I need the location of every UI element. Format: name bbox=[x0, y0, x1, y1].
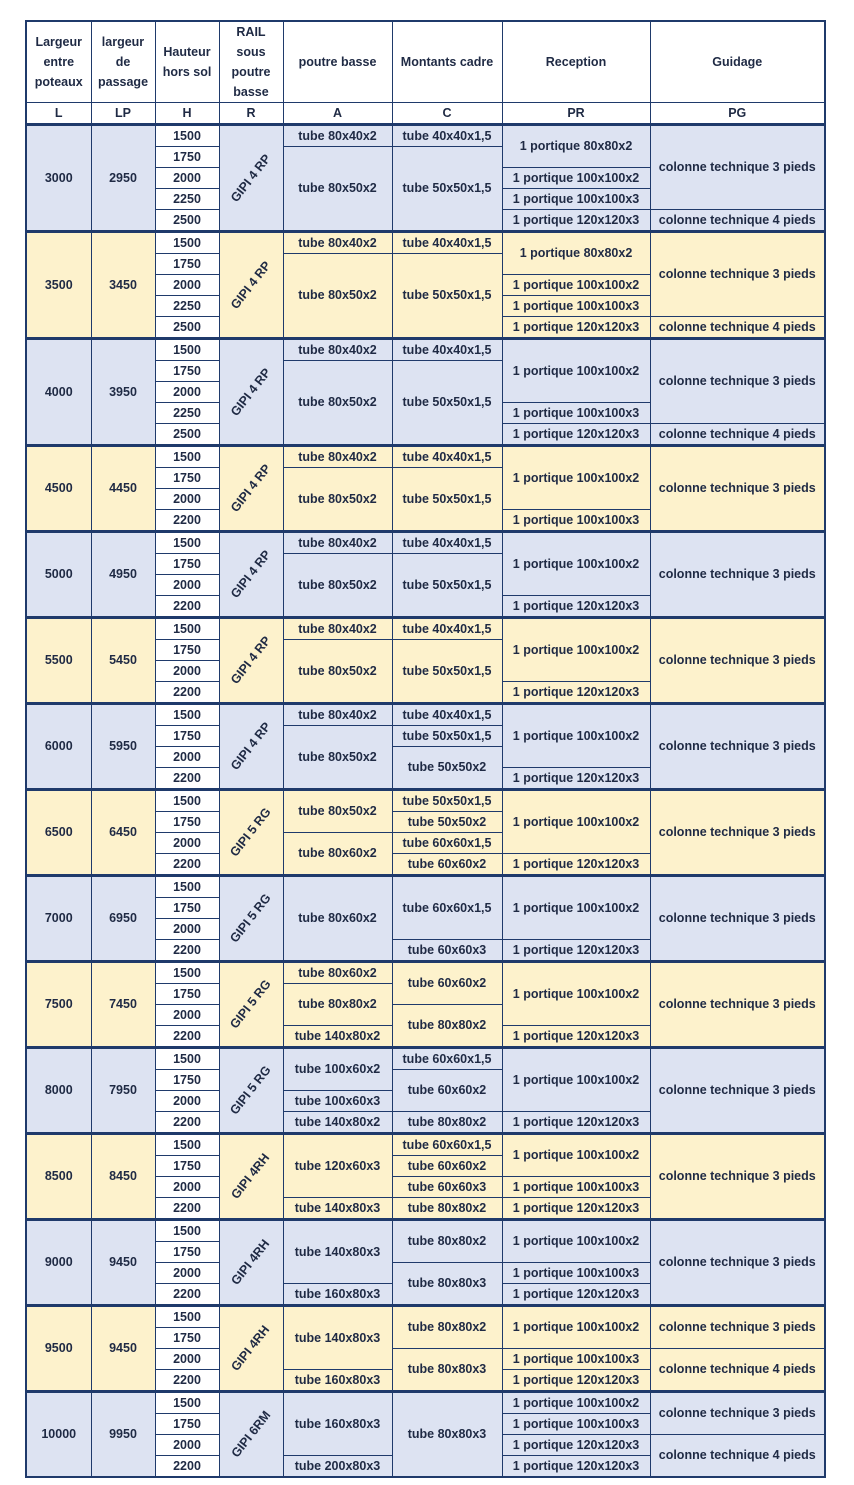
cell-a: tube 80x50x2 bbox=[283, 468, 392, 532]
cell-rail: GIPI 4 RP bbox=[219, 704, 283, 790]
header-rail: RAIL sous poutre basse bbox=[219, 21, 283, 103]
cell-rail: GIPI 5 RG bbox=[219, 790, 283, 876]
cell-h: 1500 bbox=[155, 790, 219, 812]
cell-pr: 1 portique 100x100x2 bbox=[502, 1392, 650, 1414]
cell-pr: 1 portique 80x80x2 bbox=[502, 232, 650, 275]
cell-c: tube 80x80x2 bbox=[392, 1112, 502, 1134]
cell-h: 1500 bbox=[155, 704, 219, 726]
group-8500 bbox=[26, 1134, 825, 1220]
cell-lp: 7950 bbox=[91, 1048, 155, 1134]
cell-a: tube 80x50x2 bbox=[283, 361, 392, 446]
cell-pr: 1 portique 100x100x2 bbox=[502, 532, 650, 596]
group-9000 bbox=[26, 1220, 825, 1306]
cell-h: 1500 bbox=[155, 232, 219, 254]
cell-c: tube 50x50x1,5 bbox=[392, 790, 502, 812]
group-5500 bbox=[26, 618, 825, 704]
cell-lp: 6950 bbox=[91, 876, 155, 962]
cell-c: tube 80x80x3 bbox=[392, 1392, 502, 1478]
cell-c: tube 60x60x2 bbox=[392, 1070, 502, 1112]
header-reception: Reception bbox=[502, 21, 650, 103]
group-9500 bbox=[26, 1306, 825, 1392]
cell-h: 2500 bbox=[155, 424, 219, 446]
cell-c: tube 80x80x2 bbox=[392, 1306, 502, 1349]
cell-pr: 1 portique 120x120x3 bbox=[502, 210, 650, 232]
cell-c: tube 60x60x1,5 bbox=[392, 1134, 502, 1156]
cell-h: 2200 bbox=[155, 1284, 219, 1306]
cell-h: 1500 bbox=[155, 1220, 219, 1242]
cell-h: 2000 bbox=[155, 1263, 219, 1284]
cell-c: tube 60x60x3 bbox=[392, 940, 502, 962]
code-r: R bbox=[219, 103, 283, 125]
cell-l: 5000 bbox=[26, 532, 91, 618]
cell-pr: 1 portique 120x120x3 bbox=[502, 1456, 650, 1478]
cell-pr: 1 portique 120x120x3 bbox=[502, 1198, 650, 1220]
cell-h: 1500 bbox=[155, 1134, 219, 1156]
cell-c: tube 60x60x1,5 bbox=[392, 1048, 502, 1070]
cell-rail: GIPI 4RH bbox=[219, 1306, 283, 1392]
cell-pr: 1 portique 120x120x3 bbox=[502, 1112, 650, 1134]
cell-h: 1500 bbox=[155, 876, 219, 898]
cell-pg: colonne technique 4 pieds bbox=[650, 1349, 825, 1392]
cell-h: 2200 bbox=[155, 1370, 219, 1392]
cell-c: tube 60x60x1,5 bbox=[392, 833, 502, 854]
cell-h: 2200 bbox=[155, 682, 219, 704]
cell-pg: colonne technique 3 pieds bbox=[650, 962, 825, 1048]
cell-a: tube 80x50x2 bbox=[283, 254, 392, 339]
cell-a: tube 140x80x3 bbox=[283, 1306, 392, 1370]
cell-h: 1500 bbox=[155, 962, 219, 984]
cell-l: 7500 bbox=[26, 962, 91, 1048]
code-lp: LP bbox=[91, 103, 155, 125]
cell-rail: GIPI 4RH bbox=[219, 1220, 283, 1306]
cell-h: 2200 bbox=[155, 1112, 219, 1134]
group-3500 bbox=[26, 232, 825, 339]
cell-pr: 1 portique 120x120x3 bbox=[502, 854, 650, 876]
cell-pr: 1 portique 120x120x3 bbox=[502, 317, 650, 339]
group-5000 bbox=[26, 532, 825, 618]
cell-lp: 5950 bbox=[91, 704, 155, 790]
cell-pr: 1 portique 100x100x2 bbox=[502, 704, 650, 768]
cell-h: 1750 bbox=[155, 984, 219, 1005]
cell-pr: 1 portique 100x100x2 bbox=[502, 790, 650, 854]
cell-a: tube 80x40x2 bbox=[283, 446, 392, 468]
header-guidage: Guidage bbox=[650, 21, 825, 103]
cell-rail: GIPI 4RH bbox=[219, 1134, 283, 1220]
cell-lp: 2950 bbox=[91, 125, 155, 232]
cell-a: tube 80x80x2 bbox=[283, 984, 392, 1026]
cell-c: tube 50x50x1,5 bbox=[392, 361, 502, 446]
cell-a: tube 80x40x2 bbox=[283, 618, 392, 640]
cell-a: tube 80x60x2 bbox=[283, 833, 392, 876]
cell-lp: 9450 bbox=[91, 1220, 155, 1306]
cell-pr: 1 portique 80x80x2 bbox=[502, 125, 650, 168]
cell-pr: 1 portique 100x100x2 bbox=[502, 618, 650, 682]
cell-c: tube 80x80x2 bbox=[392, 1005, 502, 1048]
cell-lp: 7450 bbox=[91, 962, 155, 1048]
cell-pr: 1 portique 120x120x3 bbox=[502, 424, 650, 446]
cell-l: 8000 bbox=[26, 1048, 91, 1134]
cell-rail: GIPI 6RM bbox=[219, 1392, 283, 1478]
group-6500 bbox=[26, 790, 825, 876]
cell-l: 6000 bbox=[26, 704, 91, 790]
cell-pg: colonne technique 4 pieds bbox=[650, 317, 825, 339]
cell-h: 1750 bbox=[155, 1328, 219, 1349]
cell-h: 2000 bbox=[155, 747, 219, 768]
code-a: A bbox=[283, 103, 392, 125]
cell-h: 2200 bbox=[155, 1456, 219, 1478]
cell-pr: 1 portique 120x120x3 bbox=[502, 682, 650, 704]
cell-h: 1500 bbox=[155, 1048, 219, 1070]
cell-pr: 1 portique 120x120x3 bbox=[502, 1026, 650, 1048]
group-10000 bbox=[26, 1392, 825, 1478]
cell-h: 1750 bbox=[155, 254, 219, 275]
cell-pg: colonne technique 3 pieds bbox=[650, 790, 825, 876]
cell-h: 1500 bbox=[155, 446, 219, 468]
cell-a: tube 80x50x2 bbox=[283, 790, 392, 833]
cell-c: tube 60x60x2 bbox=[392, 962, 502, 1005]
cell-a: tube 80x50x2 bbox=[283, 554, 392, 618]
cell-h: 1750 bbox=[155, 1242, 219, 1263]
cell-rail: GIPI 4 RP bbox=[219, 232, 283, 339]
cell-pr: 1 portique 100x100x3 bbox=[502, 189, 650, 210]
cell-lp: 3450 bbox=[91, 232, 155, 339]
cell-c: tube 80x80x3 bbox=[392, 1349, 502, 1392]
cell-h: 2200 bbox=[155, 510, 219, 532]
cell-pr: 1 portique 100x100x2 bbox=[502, 1306, 650, 1349]
cell-a: tube 140x80x2 bbox=[283, 1112, 392, 1134]
cell-h: 2000 bbox=[155, 1005, 219, 1026]
cell-a: tube 80x50x2 bbox=[283, 640, 392, 704]
cell-h: 1750 bbox=[155, 726, 219, 747]
cell-pg: colonne technique 3 pieds bbox=[650, 232, 825, 317]
cell-h: 2000 bbox=[155, 919, 219, 940]
cell-c: tube 80x80x2 bbox=[392, 1220, 502, 1263]
cell-pr: 1 portique 120x120x3 bbox=[502, 1284, 650, 1306]
cell-h: 2000 bbox=[155, 489, 219, 510]
cell-pr: 1 portique 100x100x2 bbox=[502, 1220, 650, 1263]
group-3000 bbox=[26, 125, 825, 232]
cell-c: tube 50x50x1,5 bbox=[392, 554, 502, 618]
cell-a: tube 80x40x2 bbox=[283, 532, 392, 554]
cell-lp: 6450 bbox=[91, 790, 155, 876]
cell-h: 1500 bbox=[155, 1392, 219, 1414]
cell-c: tube 40x40x1,5 bbox=[392, 232, 502, 254]
cell-c: tube 40x40x1,5 bbox=[392, 339, 502, 361]
cell-pr: 1 portique 100x100x2 bbox=[502, 275, 650, 296]
cell-pr: 1 portique 100x100x2 bbox=[502, 876, 650, 940]
cell-a: tube 140x80x2 bbox=[283, 1026, 392, 1048]
group-7500 bbox=[26, 962, 825, 1048]
cell-rail: GIPI 4 RP bbox=[219, 446, 283, 532]
cell-rail: GIPI 4 RP bbox=[219, 339, 283, 446]
cell-lp: 9950 bbox=[91, 1392, 155, 1478]
cell-pr: 1 portique 100x100x3 bbox=[502, 296, 650, 317]
cell-h: 1750 bbox=[155, 361, 219, 382]
cell-c: tube 50x50x1,5 bbox=[392, 640, 502, 704]
cell-pr: 1 portique 100x100x3 bbox=[502, 1349, 650, 1370]
header-largeur-entre-poteaux: Largeur entre poteaux bbox=[26, 21, 91, 103]
code-c: C bbox=[392, 103, 502, 125]
group-8000 bbox=[26, 1048, 825, 1134]
cell-a: tube 100x60x3 bbox=[283, 1091, 392, 1112]
group-4500 bbox=[26, 446, 825, 532]
cell-l: 5500 bbox=[26, 618, 91, 704]
header-poutre-basse: poutre basse bbox=[283, 21, 392, 103]
header-montants-cadre: Montants cadre bbox=[392, 21, 502, 103]
cell-rail: GIPI 4 RP bbox=[219, 532, 283, 618]
cell-h: 1750 bbox=[155, 640, 219, 661]
cell-a: tube 120x60x3 bbox=[283, 1134, 392, 1198]
cell-a: tube 160x80x3 bbox=[283, 1284, 392, 1306]
cell-h: 1750 bbox=[155, 554, 219, 575]
cell-c: tube 60x60x2 bbox=[392, 854, 502, 876]
cell-a: tube 80x60x2 bbox=[283, 962, 392, 984]
cell-c: tube 60x60x1,5 bbox=[392, 876, 502, 940]
cell-pg: colonne technique 3 pieds bbox=[650, 1220, 825, 1306]
cell-lp: 8450 bbox=[91, 1134, 155, 1220]
group-7000 bbox=[26, 876, 825, 962]
cell-c: tube 60x60x3 bbox=[392, 1177, 502, 1198]
cell-pr: 1 portique 120x120x3 bbox=[502, 768, 650, 790]
cell-h: 2500 bbox=[155, 210, 219, 232]
cell-h: 2500 bbox=[155, 317, 219, 339]
cell-c: tube 40x40x1,5 bbox=[392, 125, 502, 147]
cell-lp: 4950 bbox=[91, 532, 155, 618]
cell-h: 1750 bbox=[155, 1156, 219, 1177]
cell-pr: 1 portique 100x100x2 bbox=[502, 446, 650, 510]
cell-l: 8500 bbox=[26, 1134, 91, 1220]
code-pg: PG bbox=[650, 103, 825, 125]
cell-pr: 1 portique 100x100x2 bbox=[502, 168, 650, 189]
cell-h: 1750 bbox=[155, 812, 219, 833]
cell-h: 1750 bbox=[155, 468, 219, 489]
cell-h: 1750 bbox=[155, 147, 219, 168]
cell-pg: colonne technique 4 pieds bbox=[650, 210, 825, 232]
cell-h: 2000 bbox=[155, 1435, 219, 1456]
cell-pr: 1 portique 100x100x2 bbox=[502, 1048, 650, 1112]
cell-a: tube 160x80x3 bbox=[283, 1392, 392, 1456]
cell-pr: 1 portique 100x100x3 bbox=[502, 1177, 650, 1198]
cell-pr: 1 portique 120x120x3 bbox=[502, 1435, 650, 1456]
cell-h: 2000 bbox=[155, 1177, 219, 1198]
cell-h: 1750 bbox=[155, 1070, 219, 1091]
cell-h: 2000 bbox=[155, 382, 219, 403]
cell-pg: colonne technique 3 pieds bbox=[650, 446, 825, 532]
cell-rail: GIPI 4 RP bbox=[219, 125, 283, 232]
cell-h: 1750 bbox=[155, 1414, 219, 1435]
cell-pr: 1 portique 100x100x3 bbox=[502, 1414, 650, 1435]
cell-lp: 3950 bbox=[91, 339, 155, 446]
code-l: L bbox=[26, 103, 91, 125]
cell-pg: colonne technique 3 pieds bbox=[650, 618, 825, 704]
cell-pg: colonne technique 3 pieds bbox=[650, 876, 825, 962]
cell-h: 2000 bbox=[155, 1349, 219, 1370]
cell-rail: GIPI 4 RP bbox=[219, 618, 283, 704]
cell-h: 1500 bbox=[155, 1306, 219, 1328]
cell-h: 2000 bbox=[155, 661, 219, 682]
group-6000 bbox=[26, 704, 825, 790]
cell-pr: 1 portique 100x100x3 bbox=[502, 1263, 650, 1284]
cell-h: 2200 bbox=[155, 940, 219, 962]
cell-l: 4500 bbox=[26, 446, 91, 532]
cell-pr: 1 portique 100x100x2 bbox=[502, 1134, 650, 1177]
spec-table bbox=[25, 20, 826, 1478]
cell-c: tube 60x60x2 bbox=[392, 1156, 502, 1177]
cell-a: tube 100x60x2 bbox=[283, 1048, 392, 1091]
cell-h: 2200 bbox=[155, 1026, 219, 1048]
cell-c: tube 40x40x1,5 bbox=[392, 532, 502, 554]
cell-a: tube 160x80x3 bbox=[283, 1370, 392, 1392]
cell-h: 2200 bbox=[155, 596, 219, 618]
cell-pg: colonne technique 3 pieds bbox=[650, 532, 825, 618]
cell-lp: 4450 bbox=[91, 446, 155, 532]
cell-l: 9500 bbox=[26, 1306, 91, 1392]
cell-h: 2200 bbox=[155, 768, 219, 790]
cell-h: 1500 bbox=[155, 339, 219, 361]
cell-pr: 1 portique 100x100x2 bbox=[502, 962, 650, 1026]
cell-c: tube 50x50x1,5 bbox=[392, 254, 502, 339]
cell-pr: 1 portique 100x100x2 bbox=[502, 339, 650, 403]
cell-c: tube 50x50x2 bbox=[392, 812, 502, 833]
cell-l: 7000 bbox=[26, 876, 91, 962]
cell-a: tube 80x40x2 bbox=[283, 339, 392, 361]
code-pr: PR bbox=[502, 103, 650, 125]
cell-h: 2250 bbox=[155, 189, 219, 210]
cell-lp: 9450 bbox=[91, 1306, 155, 1392]
cell-pg: colonne technique 4 pieds bbox=[650, 1435, 825, 1478]
cell-rail: GIPI 5 RG bbox=[219, 962, 283, 1048]
cell-a: tube 80x40x2 bbox=[283, 125, 392, 147]
cell-a: tube 80x60x2 bbox=[283, 876, 392, 962]
cell-a: tube 140x80x3 bbox=[283, 1220, 392, 1284]
cell-l: 4000 bbox=[26, 339, 91, 446]
cell-l: 3000 bbox=[26, 125, 91, 232]
cell-h: 2000 bbox=[155, 168, 219, 189]
cell-pr: 1 portique 100x100x3 bbox=[502, 403, 650, 424]
header-hauteur-hors-sol: Hauteur hors sol bbox=[155, 21, 219, 103]
cell-c: tube 40x40x1,5 bbox=[392, 446, 502, 468]
cell-h: 2250 bbox=[155, 296, 219, 317]
cell-lp: 5450 bbox=[91, 618, 155, 704]
cell-c: tube 80x80x3 bbox=[392, 1263, 502, 1306]
cell-h: 2000 bbox=[155, 275, 219, 296]
cell-pg: colonne technique 3 pieds bbox=[650, 1134, 825, 1220]
cell-rail: GIPI 5 RG bbox=[219, 876, 283, 962]
cell-a: tube 200x80x3 bbox=[283, 1456, 392, 1478]
cell-l: 6500 bbox=[26, 790, 91, 876]
cell-l: 3500 bbox=[26, 232, 91, 339]
cell-h: 2200 bbox=[155, 1198, 219, 1220]
cell-c: tube 40x40x1,5 bbox=[392, 704, 502, 726]
cell-c: tube 50x50x1,5 bbox=[392, 468, 502, 532]
cell-pg: colonne technique 3 pieds bbox=[650, 704, 825, 790]
cell-pr: 1 portique 120x120x3 bbox=[502, 596, 650, 618]
group-4000 bbox=[26, 339, 825, 446]
cell-pr: 1 portique 120x120x3 bbox=[502, 1370, 650, 1392]
cell-h: 2000 bbox=[155, 833, 219, 854]
cell-h: 1500 bbox=[155, 618, 219, 640]
code-h: H bbox=[155, 103, 219, 125]
cell-rail: GIPI 5 RG bbox=[219, 1048, 283, 1134]
cell-h: 2000 bbox=[155, 575, 219, 596]
cell-h: 1500 bbox=[155, 532, 219, 554]
cell-l: 10000 bbox=[26, 1392, 91, 1478]
cell-c: tube 50x50x2 bbox=[392, 747, 502, 790]
cell-a: tube 80x50x2 bbox=[283, 726, 392, 790]
cell-l: 9000 bbox=[26, 1220, 91, 1306]
cell-c: tube 50x50x1,5 bbox=[392, 726, 502, 747]
cell-pg: colonne technique 3 pieds bbox=[650, 1392, 825, 1435]
cell-h: 2000 bbox=[155, 1091, 219, 1112]
cell-pg: colonne technique 3 pieds bbox=[650, 1306, 825, 1349]
cell-pg: colonne technique 4 pieds bbox=[650, 424, 825, 446]
cell-h: 1500 bbox=[155, 125, 219, 147]
cell-pg: colonne technique 3 pieds bbox=[650, 125, 825, 210]
cell-c: tube 40x40x1,5 bbox=[392, 618, 502, 640]
cell-c: tube 50x50x1,5 bbox=[392, 147, 502, 232]
cell-pr: 1 portique 100x100x3 bbox=[502, 510, 650, 532]
cell-pg: colonne technique 3 pieds bbox=[650, 1048, 825, 1134]
cell-h: 1750 bbox=[155, 898, 219, 919]
cell-c: tube 80x80x2 bbox=[392, 1198, 502, 1220]
cell-pg: colonne technique 3 pieds bbox=[650, 339, 825, 424]
cell-a: tube 80x40x2 bbox=[283, 704, 392, 726]
cell-a: tube 80x50x2 bbox=[283, 147, 392, 232]
cell-pr: 1 portique 120x120x3 bbox=[502, 940, 650, 962]
cell-a: tube 80x40x2 bbox=[283, 232, 392, 254]
cell-h: 2200 bbox=[155, 854, 219, 876]
header-largeur-de-passage: largeur de passage bbox=[91, 21, 155, 103]
cell-a: tube 140x80x3 bbox=[283, 1198, 392, 1220]
cell-h: 2250 bbox=[155, 403, 219, 424]
